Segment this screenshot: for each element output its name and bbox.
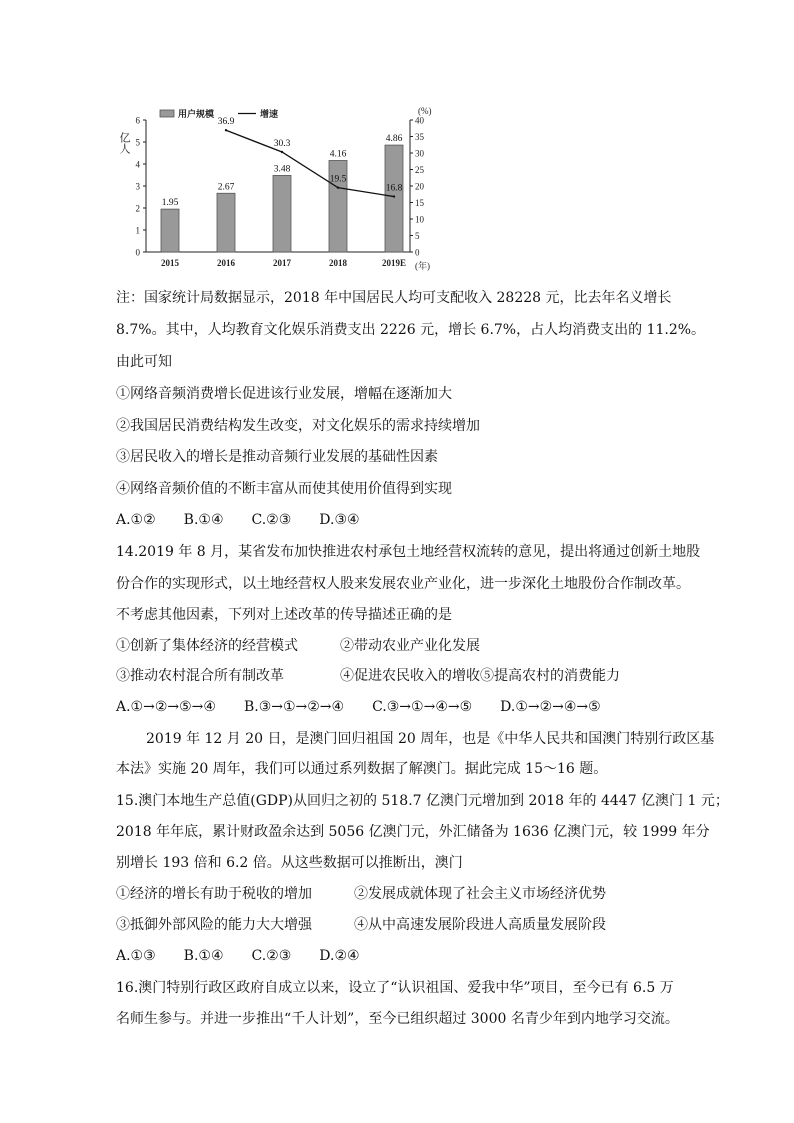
note-line-1: 注：国家统计局数据显示，2018 年中国居民人均可支配收入 28228 元，比去年名义增长 (116, 290, 672, 306)
answer-choices-13: A.①② B.①④ C.②③ D.③④ (116, 512, 360, 528)
q15-line-1: 15.澳门本地生产总值(GDP)从回归之初的 518.7 亿澳门元增加到 2018 年的 4447 亿澳门 1 元； (116, 793, 729, 809)
left-tick-label: 2 (135, 203, 140, 214)
option-2: ②我国居民消费结构发生改变，对文化娱乐的需求持续增加 (116, 418, 480, 434)
growth-point (337, 186, 339, 188)
q16-line-1: 16.澳门特别行政区政府自成立以来，设立了“认识祖国、爱我中华”项目，至今已有 6.5 万 (116, 980, 674, 996)
x-tick-label: 2015 (161, 258, 179, 268)
bar-value-label: 3.48 (273, 164, 291, 175)
q15-line-2: 2018 年年底，累计财政盈余达到 5056 亿澳门元，外汇储备为 1636 亿澳门元，较 1999 年分 (116, 824, 710, 840)
q16-line-2: 名师生参与。并进一步推出“千人计划”，至今已组织超过 3000 名青少年到内地学习交流。 (116, 1011, 679, 1027)
note-line-2: 8.7%。其中，人均教育文化娱乐消费支出 2226 元，增长 6.7%，占人均消费支出的 11.2%。 (116, 322, 706, 338)
bar (273, 175, 291, 252)
bar (217, 193, 235, 252)
left-tick-label: 1 (135, 225, 140, 236)
q14-line-1: 14.2019 年 8 月，某省发布加快推进农村承包土地经营权流转的意见，提出将通过创新土地股 (116, 544, 701, 560)
growth-point (393, 195, 395, 197)
bar-value-label: 4.86 (385, 134, 403, 145)
right-tick-label: 5 (415, 231, 420, 241)
right-tick-label: 30 (415, 148, 424, 159)
left-tick-label: 4 (135, 159, 140, 170)
option-3: ③居民收入的增长是推动音频行业发展的基础性因素 (116, 449, 438, 465)
bar (161, 209, 179, 252)
q15-options-1: ①经济的增长有助于税收的增加 ②发展成就体现了社会主义市场经济优势 (116, 886, 606, 902)
q14-line-2: 份合作的实现形式，以土地经营权人股来发展农业产业化，进一步深化土地股份合作制改革。 (116, 576, 690, 592)
answer-choices-14: A.①→②→⑤→④ B.③→①→②→④ C.③→①→④→⑤ D.①→②→④→⑤ (116, 699, 601, 715)
growth-value-label: 19.5 (329, 174, 347, 185)
question-stem: 由此可知 (116, 354, 172, 370)
right-tick-label: 0 (415, 247, 420, 258)
answer-choices-15: A.①③ B.①④ C.②③ D.②④ (116, 948, 360, 964)
intro-line-1: 2019 年 12 月 20 日，是澳门回归祖国 20 周年，也是《中华人民共和国澳门特别行政区基 (146, 731, 715, 747)
x-tick-label: 2018 (329, 258, 347, 268)
right-tick-label: 35 (415, 132, 424, 142)
left-tick-label: 0 (135, 247, 140, 258)
bar-value-label: 1.95 (161, 198, 179, 209)
legend-bar-swatch (160, 110, 174, 117)
option-4: ④网络音频价值的不断丰富从而使其使用价值得到实现 (116, 481, 452, 497)
x-tick-label: 2019E (381, 258, 407, 268)
x-tick-label: 2017 (273, 258, 291, 268)
x-axis-unit: (年) (415, 261, 430, 271)
growth-value-label: 30.3 (273, 139, 291, 150)
bar-value-label: 2.67 (217, 182, 235, 193)
growth-point (225, 129, 227, 131)
option-1: ①网络音频消费增长促进该行业发展，增幅在逐渐加大 (116, 386, 452, 402)
bar (385, 145, 403, 252)
q14-line-3: 不考虑其他因素，下列对上述改革的传导描述正确的是 (116, 607, 452, 623)
q14-options-1: ①创新了集体经济的经营模式 ②带动农业产业化发展 (116, 638, 480, 654)
right-tick-label: 25 (415, 165, 424, 175)
left-tick-label: 5 (135, 137, 140, 148)
growth-line (226, 130, 394, 196)
growth-value-label: 16.8 (385, 183, 403, 194)
right-axis-label: (%) (418, 106, 432, 116)
right-tick-label: 10 (415, 214, 424, 225)
right-tick-label: 15 (415, 198, 424, 208)
intro-line-2: 本法》实施 20 周年，我们可以通过系列数据了解澳门。据此完成 15～16 题。 (116, 761, 608, 777)
bar-value-label: 4.16 (329, 149, 347, 160)
chart (110, 102, 450, 280)
legend-line-label: 增速 (260, 109, 279, 119)
left-axis-label: 亿人 (118, 132, 130, 154)
right-tick-label: 40 (415, 115, 424, 126)
q15-line-3: 别增长 193 倍和 6.2 倍。从这些数据可以推断出，澳门 (116, 855, 463, 871)
right-tick-label: 20 (415, 181, 424, 192)
growth-value-label: 36.9 (217, 117, 235, 128)
left-tick-label: 6 (135, 115, 140, 126)
q14-options-2: ③推动农村混合所有制改革 ④促进农民收入的增收⑤提高农村的消费能力 (116, 668, 620, 684)
left-tick-label: 3 (135, 181, 140, 192)
q15-options-2: ③抵御外部风险的能力大大增强 ④从中高速发展阶段进人高质量发展阶段 (116, 917, 606, 933)
growth-point (281, 151, 283, 153)
x-tick-label: 2016 (217, 258, 235, 268)
legend-bar-label: 用户规模 (178, 109, 215, 119)
